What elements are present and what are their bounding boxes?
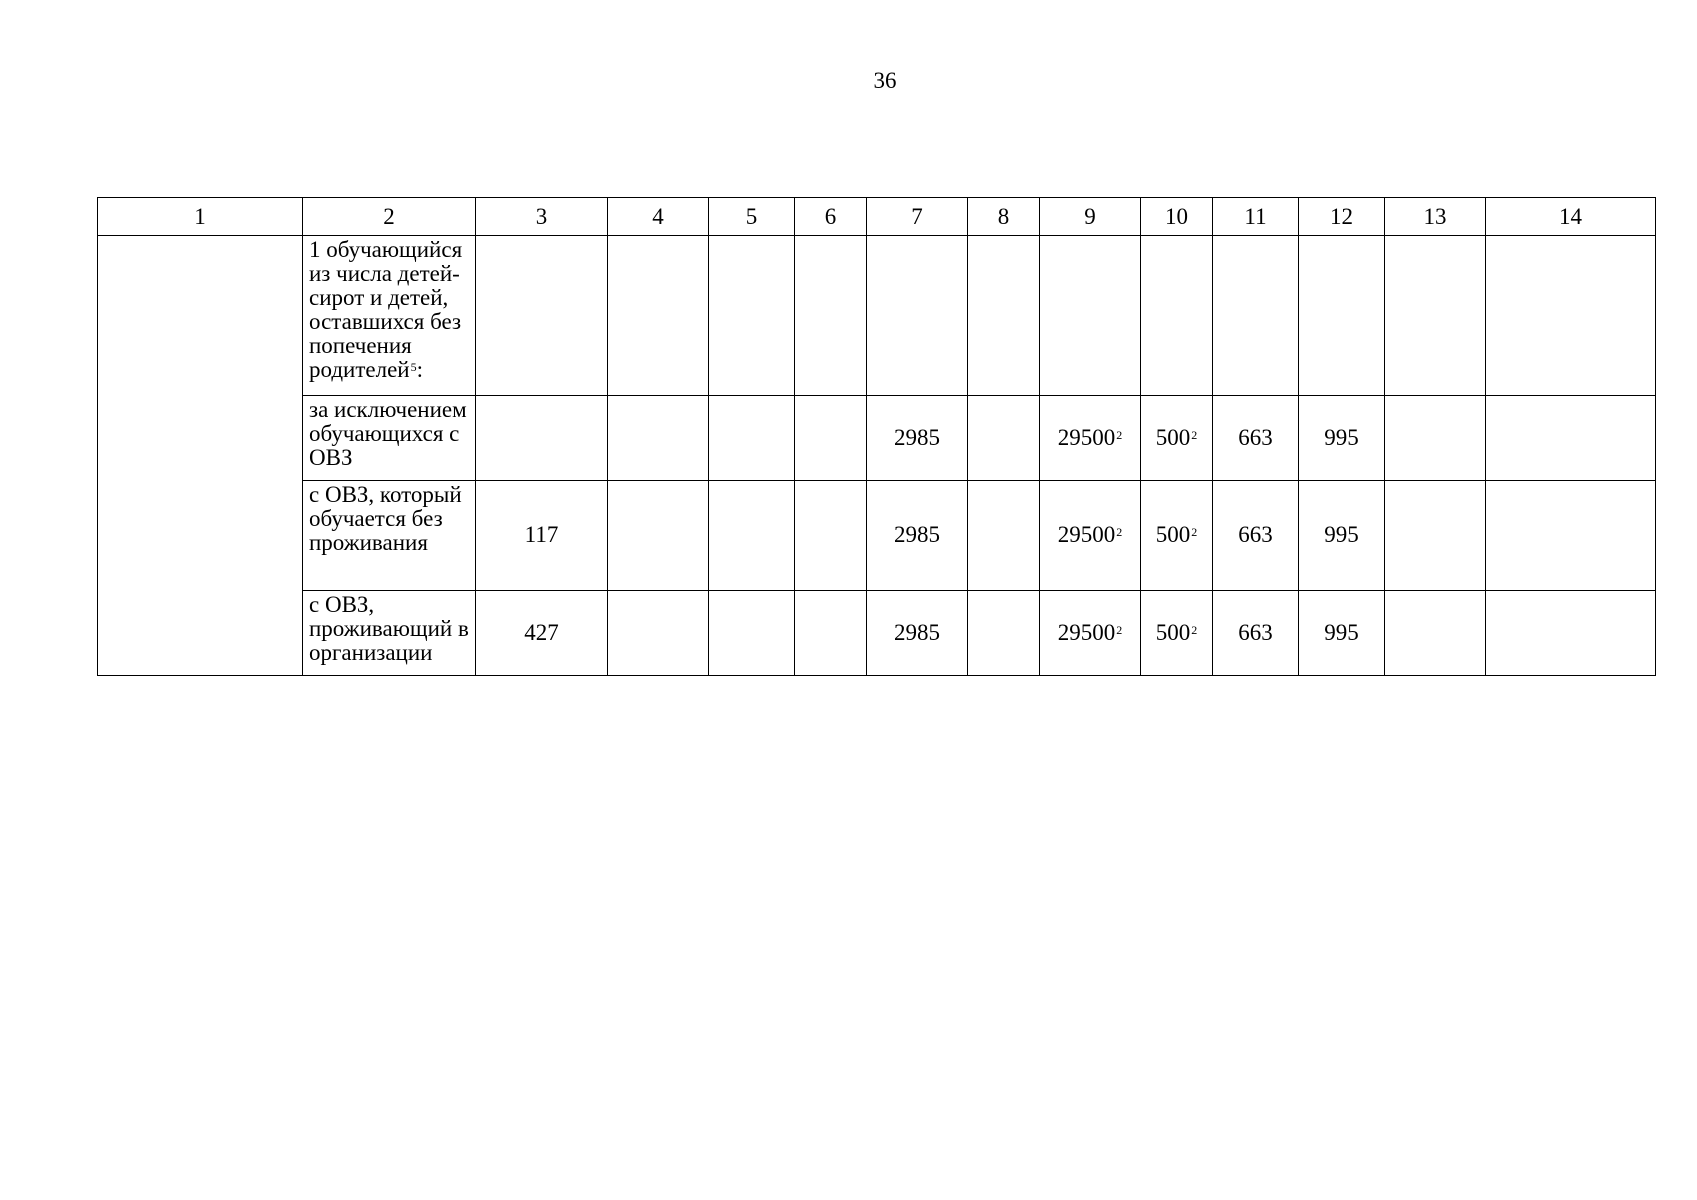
row-description [303, 236, 476, 396]
column-number-row [98, 198, 1656, 236]
row-description-text: 1 обучающийся из числа детей-сирот и детей, оставшихся без попечения родителей [309, 237, 463, 382]
table-row [98, 236, 1656, 396]
table-cell [1141, 236, 1213, 396]
table-cell [1040, 396, 1141, 481]
table-cell [795, 481, 867, 591]
table-cell [1486, 396, 1656, 481]
column-header: 1 [98, 198, 303, 236]
column-header: 2 [303, 198, 476, 236]
table-cell [1141, 591, 1213, 676]
column-header: 6 [795, 198, 867, 236]
cell-value: 500 [1155, 522, 1191, 548]
table-cell: 427 [476, 591, 608, 676]
cell-value: 29500 [1057, 424, 1116, 450]
table-cell [968, 236, 1040, 396]
table-cell: 2985 [867, 396, 968, 481]
table-cell [968, 481, 1040, 591]
column-header: 5 [709, 198, 795, 236]
column-header: 7 [867, 198, 968, 236]
row-description: с ОВЗ, который обучается без проживания [303, 481, 476, 591]
table-cell [476, 236, 608, 396]
cell-value: 29500 [1057, 619, 1116, 645]
table-cell [1385, 236, 1486, 396]
table-cell [1141, 481, 1213, 591]
table-cell [608, 591, 709, 676]
footnote-marker: 2 [1191, 427, 1198, 442]
table-cell [709, 236, 795, 396]
footnote-marker: 2 [1191, 525, 1198, 540]
column-header: 13 [1385, 198, 1486, 236]
column-header: 9 [1040, 198, 1141, 236]
row-description: с ОВЗ, проживающий в организации [303, 591, 476, 676]
table-cell [476, 396, 608, 481]
table-cell: 2985 [867, 591, 968, 676]
table-cell [1486, 481, 1656, 591]
column-header: 3 [476, 198, 608, 236]
footnote-marker: 2 [1116, 427, 1123, 442]
column-header: 8 [968, 198, 1040, 236]
table-cell [1299, 236, 1385, 396]
table-cell [1385, 481, 1486, 591]
table-cell [795, 591, 867, 676]
table-cell [608, 396, 709, 481]
table-cell: 663 [1213, 481, 1299, 591]
footnote-marker: 2 [1116, 525, 1123, 540]
table-cell: 995 [1299, 481, 1385, 591]
footnote-marker: 2 [1191, 622, 1198, 637]
cell-value: 29500 [1057, 522, 1116, 548]
footnote-marker: 5 [410, 360, 417, 374]
table-cell [1040, 481, 1141, 591]
column-header: 14 [1486, 198, 1656, 236]
page-number: 36 [873, 68, 897, 93]
table-row [98, 591, 1656, 676]
table-cell: 663 [1213, 591, 1299, 676]
table-cell [709, 591, 795, 676]
table-cell: 995 [1299, 591, 1385, 676]
table-cell: 995 [1299, 396, 1385, 481]
table-cell [1385, 396, 1486, 481]
table-cell [1040, 591, 1141, 676]
table-row [98, 481, 1656, 591]
table-cell [1486, 591, 1656, 676]
table-row [98, 396, 1656, 481]
cell-value: 500 [1155, 424, 1191, 450]
table-cell [968, 396, 1040, 481]
data-table [97, 197, 1656, 676]
table-cell [709, 481, 795, 591]
column-header: 12 [1299, 198, 1385, 236]
table-cell [1385, 591, 1486, 676]
table-cell [1040, 236, 1141, 396]
column-header: 11 [1213, 198, 1299, 236]
table-cell [1486, 236, 1656, 396]
table-cell: 663 [1213, 396, 1299, 481]
table-cell [608, 236, 709, 396]
table-cell [795, 396, 867, 481]
table-cell [1141, 396, 1213, 481]
table-cell: 117 [476, 481, 608, 591]
column-header: 10 [1141, 198, 1213, 236]
cell-value: 500 [1155, 619, 1191, 645]
footnote-marker: 2 [1116, 622, 1123, 637]
table-cell: 2985 [867, 481, 968, 591]
table-cell [795, 236, 867, 396]
column-header: 4 [608, 198, 709, 236]
table-cell [968, 591, 1040, 676]
table-cell [709, 396, 795, 481]
table-cell [608, 481, 709, 591]
row-description-suffix: : [416, 357, 423, 382]
row-description: за исключением обучающихся с ОВЗ [303, 396, 476, 481]
table-cell [867, 236, 968, 396]
table-cell [1213, 236, 1299, 396]
table-cell [98, 236, 303, 676]
